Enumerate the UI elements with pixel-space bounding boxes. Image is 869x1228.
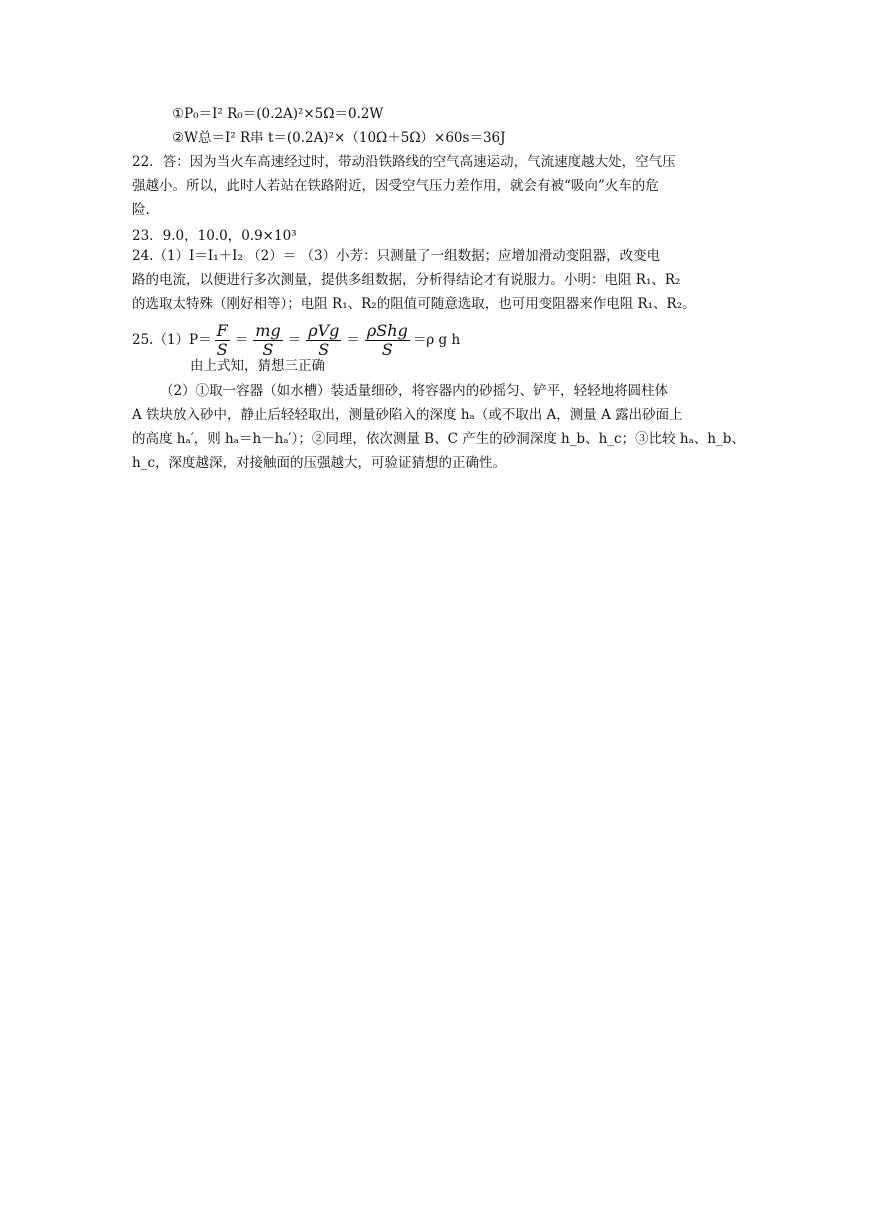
fraction-denominator: S bbox=[318, 339, 330, 359]
fraction-denominator: S bbox=[262, 339, 274, 359]
fraction-denominator: S bbox=[216, 339, 228, 359]
equals-sign: ＝ bbox=[234, 332, 249, 348]
q25-part2-line-2: A 铁块放入砂中，静止后轻轻取出，测量砂陷入的深度 hₐ（或不取出 A，测量 A 露出砂面上 bbox=[132, 407, 683, 423]
q25-pressure-formula bbox=[132, 320, 772, 360]
equals-sign: ＝ bbox=[287, 332, 302, 348]
equals-sign: ＝ bbox=[346, 332, 360, 348]
q25-part2-line-1: （2）①取一容器（如水槽）装适量细砂，将容器内的砂摇匀、铲平，轻轻地将圆柱体 bbox=[160, 383, 669, 399]
q23-line-1: 23．9.0，10.0，0.9×10³ bbox=[132, 228, 297, 244]
q22-line-3: 险. bbox=[132, 202, 150, 218]
q24-line-3: 的选取太特殊（刚好相等）；电阻 R₁、R₂的阻值可随意选取，也可用变阻器来作电阻 R₁、R₂。 bbox=[132, 296, 696, 312]
fraction-numerator: F bbox=[216, 320, 228, 340]
q25-part2-line-3: 的高度 hₐ′，则 hₐ＝h－hₐ′）；②同理，依次测量 B、C 产生的砂洞深度 h_b、h_c；③比较 hₐ、h_b、 bbox=[132, 431, 745, 447]
q22-line-2: 强越小。所以，此时人若站在铁路附近，因受空气压力差作用，就会有被“吸向”火车的危 bbox=[132, 178, 659, 194]
fraction-f-over-s bbox=[215, 322, 230, 359]
q22-line-1: 22．答：因为当火车高速经过时，带动沿铁路线的空气高速运动，气流速度越大处，空气压 bbox=[132, 154, 676, 170]
formula-suffix: ＝ρ g h bbox=[412, 332, 461, 348]
fraction-numerator: mg bbox=[255, 320, 281, 340]
fraction-rhovg-over-s bbox=[306, 322, 341, 359]
fraction-denominator: S bbox=[381, 339, 393, 359]
fraction-mg-over-s bbox=[253, 322, 282, 359]
q21-line-1: ①P₀＝I² R₀＝(0.2A)²×5Ω＝0.2W bbox=[172, 106, 384, 122]
fraction-numerator: ρShg bbox=[366, 320, 408, 340]
q24-line-1: 24.（1）I＝I₁＋I₂ （2）＝ （3）小芳：只测量了一组数据；应增加滑动变阻器，改变电 bbox=[132, 248, 661, 264]
q24-line-2: 路的电流，以便进行多次测量，提供多组数据，分析得结论才有说服力。小明：电阻 R₁、R₂ bbox=[132, 272, 681, 288]
q25-conclusion: 由上式知，猜想三正确 bbox=[190, 358, 325, 374]
q21-line-2: ②W总＝I² R串 t＝(0.2A)²×（10Ω＋5Ω）×60s＝36J bbox=[172, 130, 506, 146]
fraction-numerator: ρVg bbox=[308, 320, 340, 340]
q25-part2-line-4: h_c，深度越深，对接触面的压强越大，可验证猜想的正确性。 bbox=[132, 455, 507, 471]
formula-prefix: 25.（1）P＝ bbox=[132, 332, 212, 348]
fraction-rhoshg-over-s bbox=[365, 322, 410, 359]
